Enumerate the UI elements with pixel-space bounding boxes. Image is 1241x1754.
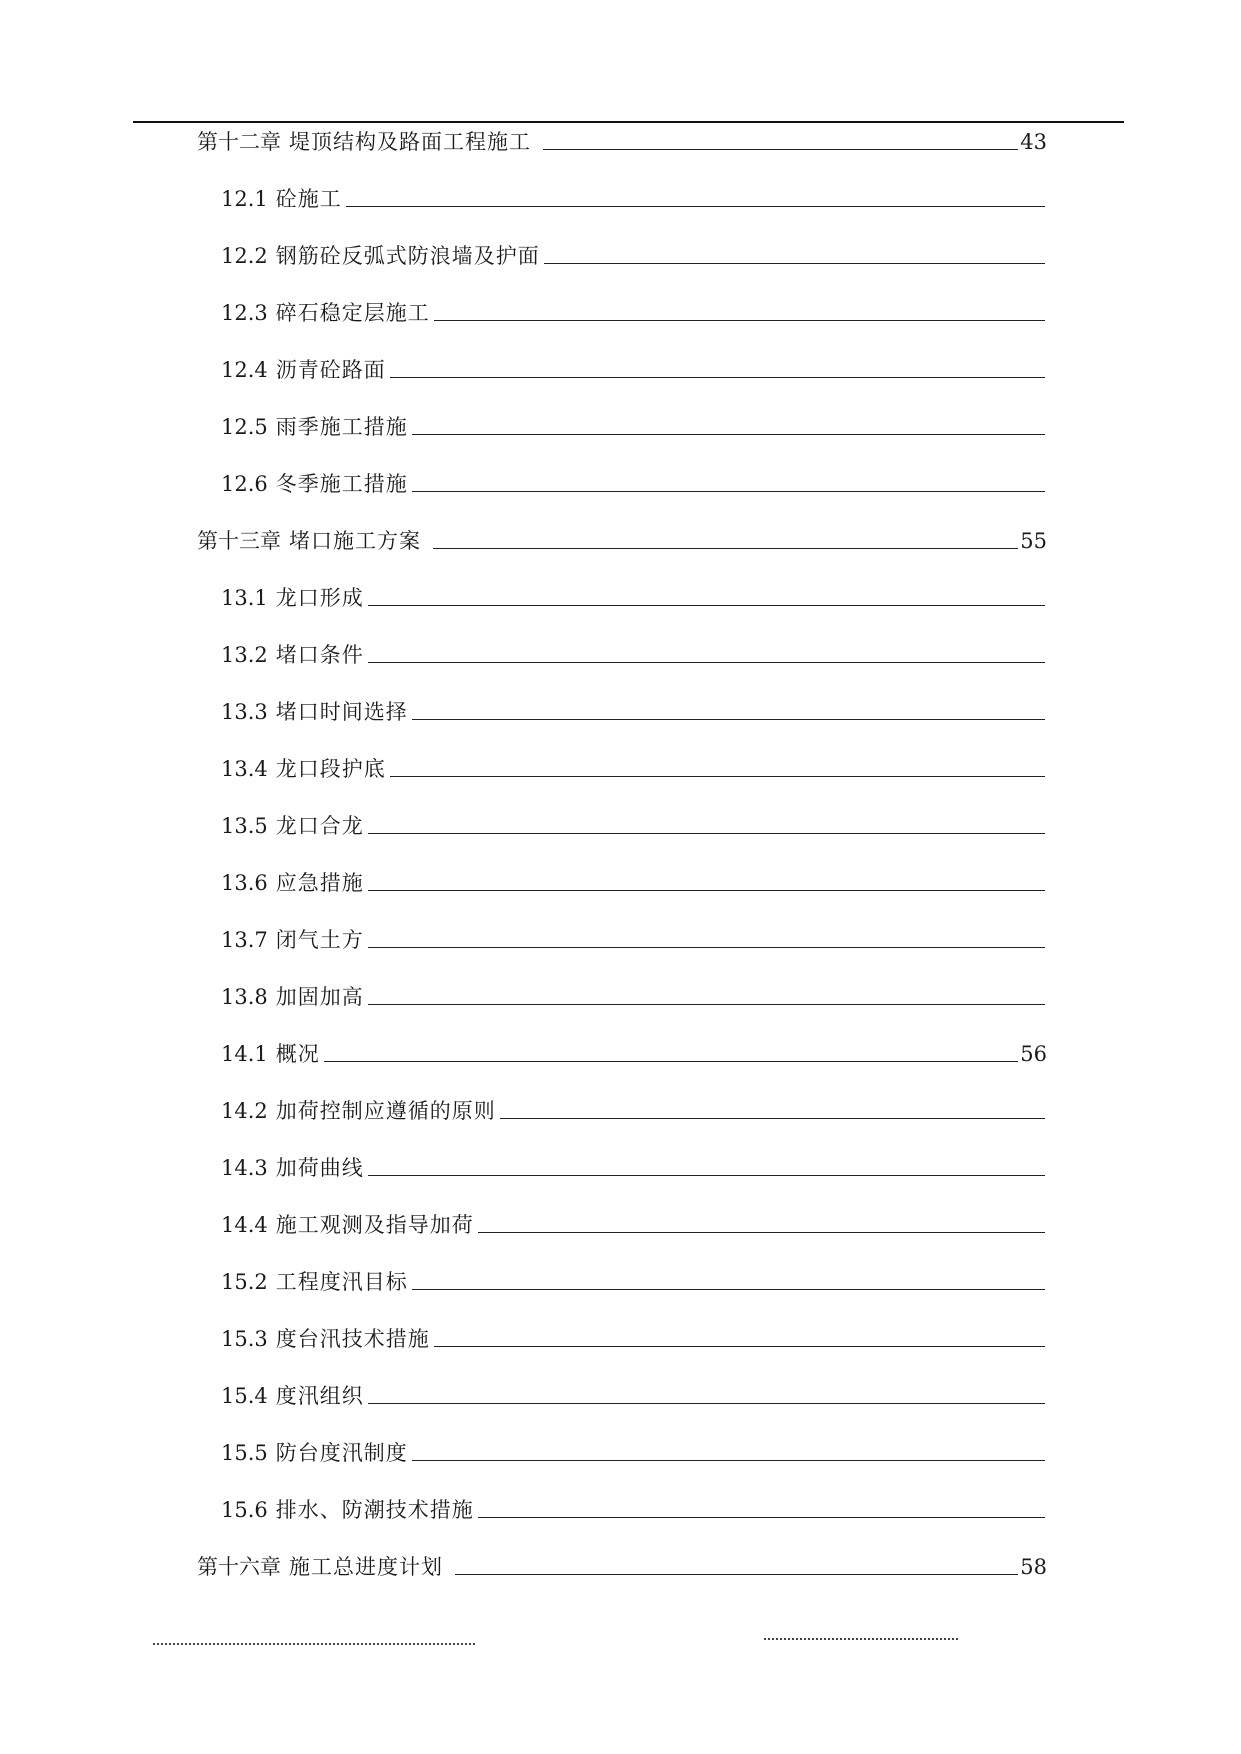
toc-number: 第十二章 [197, 130, 281, 154]
toc-leader-line [390, 776, 1045, 777]
toc-title: 龙口形成 [275, 586, 364, 610]
toc-leader-line [412, 1460, 1045, 1461]
toc-number: 13.7 [221, 928, 268, 952]
toc-title: 排水、防潮技术措施 [275, 1498, 474, 1522]
toc-section-13-5[interactable] [221, 811, 1047, 839]
toc-title: 砼施工 [275, 187, 342, 211]
toc-title: 沥青砼路面 [275, 358, 386, 382]
toc-chapter-12[interactable] [197, 127, 1047, 155]
toc-leader-line [324, 1061, 1019, 1062]
toc-section-12-1[interactable] [221, 184, 1047, 212]
toc-leader-line [543, 149, 1018, 150]
toc-leader-line [368, 605, 1045, 606]
toc-title: 堤顶结构及路面工程施工 [289, 130, 531, 154]
toc-number: 13.2 [221, 643, 268, 667]
toc-section-14-3[interactable] [221, 1153, 1047, 1181]
toc-title: 加荷控制应遵循的原则 [275, 1099, 496, 1123]
toc-number: 13.1 [221, 586, 268, 610]
toc-section-13-1[interactable] [221, 583, 1047, 611]
toc-leader-line [455, 1574, 1018, 1575]
toc-number: 15.5 [221, 1441, 268, 1465]
toc-title: 龙口合龙 [275, 814, 364, 838]
toc-leader-line [412, 719, 1045, 720]
toc-page-number: 58 [1020, 1555, 1047, 1579]
toc-title: 堵口施工方案 [289, 529, 421, 553]
toc-section-15-6[interactable] [221, 1495, 1047, 1523]
toc-number: 12.2 [221, 244, 268, 268]
toc-number: 15.2 [221, 1270, 268, 1294]
toc-leader-line [434, 320, 1045, 321]
toc-section-14-2[interactable] [221, 1096, 1047, 1124]
toc-section-13-8[interactable] [221, 982, 1047, 1010]
toc-title: 应急措施 [275, 871, 364, 895]
toc-number: 15.3 [221, 1327, 268, 1351]
toc-number: 13.5 [221, 814, 268, 838]
toc-leader-line [368, 833, 1045, 834]
toc-number: 14.1 [221, 1042, 268, 1066]
toc-title: 加荷曲线 [275, 1156, 364, 1180]
toc-title: 施工观测及指导加荷 [275, 1213, 474, 1237]
toc-number: 14.4 [221, 1213, 268, 1237]
toc-leader-line [368, 1175, 1045, 1176]
toc-leader-line [434, 1346, 1045, 1347]
toc-leader-line [500, 1118, 1045, 1119]
toc-title: 雨季施工措施 [275, 415, 408, 439]
toc-number: 12.6 [221, 472, 268, 496]
toc-section-15-4[interactable] [221, 1381, 1047, 1409]
toc-title: 闭气土方 [275, 928, 364, 952]
toc-leader-line [346, 206, 1045, 207]
toc-number: 14.3 [221, 1156, 268, 1180]
toc-leader-line [433, 548, 1018, 549]
toc-section-12-3[interactable] [221, 298, 1047, 326]
toc-leader-line [478, 1517, 1045, 1518]
toc-leader-line [368, 1004, 1045, 1005]
toc-number: 12.3 [221, 301, 268, 325]
toc-section-13-4[interactable] [221, 754, 1047, 782]
toc-section-12-6[interactable] [221, 469, 1047, 497]
toc-leader-line [412, 491, 1045, 492]
toc-leader-line [412, 1289, 1045, 1290]
toc-title: 碎石稳定层施工 [275, 301, 430, 325]
toc-section-12-5[interactable] [221, 412, 1047, 440]
toc-leader-line [368, 662, 1045, 663]
toc-section-13-6[interactable] [221, 868, 1047, 896]
toc-section-15-5[interactable] [221, 1438, 1047, 1466]
toc-leader-line [412, 434, 1045, 435]
toc-leader-line [368, 890, 1045, 891]
toc-number: 第十六章 [197, 1555, 281, 1579]
toc-chapter-13[interactable] [197, 526, 1047, 554]
footer-dotted-line-right [764, 1638, 958, 1640]
toc-title: 钢筋砼反弧式防浪墙及护面 [275, 244, 540, 268]
toc-number: 12.4 [221, 358, 268, 382]
toc-title: 施工总进度计划 [289, 1555, 443, 1579]
toc-page-number: 56 [1020, 1042, 1047, 1066]
toc-title: 概况 [275, 1042, 320, 1066]
toc-leader-line [390, 377, 1045, 378]
toc-number: 13.4 [221, 757, 268, 781]
toc-section-15-3[interactable] [221, 1324, 1047, 1352]
toc-title: 防台度汛制度 [275, 1441, 408, 1465]
toc-title: 堵口条件 [275, 643, 364, 667]
footer-dotted-line-left [153, 1643, 475, 1645]
toc-page-number: 55 [1020, 529, 1047, 553]
toc-page-number: 43 [1020, 130, 1047, 154]
toc-number: 第十三章 [197, 529, 281, 553]
toc-section-12-2[interactable] [221, 241, 1047, 269]
toc-number: 13.6 [221, 871, 268, 895]
toc-title: 冬季施工措施 [275, 472, 408, 496]
toc-title: 工程度汛目标 [275, 1270, 408, 1294]
toc-number: 13.3 [221, 700, 268, 724]
toc-number: 12.1 [221, 187, 268, 211]
toc-section-14-1[interactable] [221, 1039, 1047, 1067]
toc-title: 龙口段护底 [275, 757, 386, 781]
toc-title: 度汛组织 [275, 1384, 364, 1408]
toc-number: 13.8 [221, 985, 268, 1009]
toc-title: 加固加高 [275, 985, 364, 1009]
toc-number: 14.2 [221, 1099, 268, 1123]
toc-section-13-3[interactable] [221, 697, 1047, 725]
toc-chapter-16[interactable] [197, 1552, 1047, 1580]
toc-leader-line [368, 1403, 1045, 1404]
toc-leader-line [544, 263, 1045, 264]
toc-leader-line [478, 1232, 1045, 1233]
toc-section-15-2[interactable] [221, 1267, 1047, 1295]
toc-number: 15.4 [221, 1384, 268, 1408]
toc-number: 15.6 [221, 1498, 268, 1522]
toc-title: 度台汛技术措施 [275, 1327, 430, 1351]
toc-section-13-7[interactable] [221, 925, 1047, 953]
toc-title: 堵口时间选择 [275, 700, 408, 724]
toc-leader-line [368, 947, 1045, 948]
toc-section-12-4[interactable] [221, 355, 1047, 383]
toc-number: 12.5 [221, 415, 268, 439]
toc-section-14-4[interactable] [221, 1210, 1047, 1238]
toc-section-13-2[interactable] [221, 640, 1047, 668]
